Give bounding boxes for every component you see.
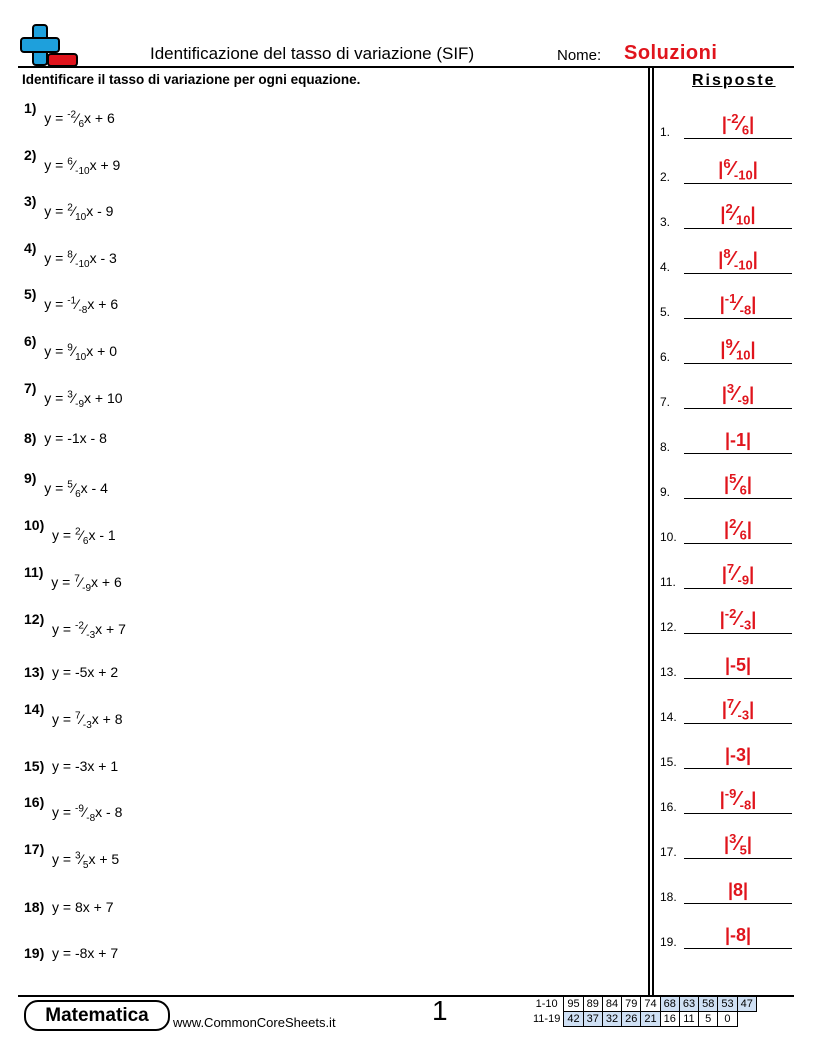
fraction-denominator: -10 xyxy=(75,258,90,270)
question-number: 10) xyxy=(24,517,45,533)
answers-heading: Risposte xyxy=(692,72,776,89)
answer-number: 1. xyxy=(660,125,671,139)
question-item xyxy=(24,664,118,680)
fraction-numerator: 6 xyxy=(67,156,73,168)
answer-item xyxy=(660,465,792,499)
score-cell: 0 xyxy=(718,1012,737,1027)
fraction-numerator: -2 xyxy=(74,620,84,632)
answer-item xyxy=(660,375,792,409)
score-cell: 32 xyxy=(602,1012,621,1027)
question-item xyxy=(24,286,119,316)
answer-line xyxy=(684,723,792,724)
question-number: 12) xyxy=(24,611,45,627)
answer-denominator: 10 xyxy=(736,212,751,228)
answer-line xyxy=(684,228,792,229)
answer-numerator: -1 xyxy=(724,291,737,306)
question-item xyxy=(24,794,123,824)
answer-line xyxy=(684,768,792,769)
fraction-denominator: 6 xyxy=(75,488,81,500)
fraction-denominator: 10 xyxy=(75,351,87,363)
instructions: Identificare il tasso di variazione per ogni equazione. xyxy=(22,72,361,87)
score-cell: 79 xyxy=(622,997,641,1012)
question-item xyxy=(24,945,118,961)
answer-numerator: 8 xyxy=(723,246,731,261)
brand-badge: Matematica xyxy=(24,1000,170,1031)
answer-number: 12. xyxy=(660,620,677,634)
answer-denominator: 6 xyxy=(739,482,747,498)
question-item xyxy=(24,147,121,177)
answer-item xyxy=(660,150,792,184)
score-cell: 11 xyxy=(679,1012,698,1027)
question-number: 3) xyxy=(24,193,37,209)
fraction-numerator: 8 xyxy=(67,249,73,261)
question-item xyxy=(24,193,114,223)
answer-item xyxy=(660,870,792,904)
answer-numerator: -2 xyxy=(726,111,739,126)
equation: y = 8x + 7 xyxy=(52,899,114,915)
answer-value: $|^{-2}⁄_6|$ xyxy=(721,111,755,138)
question-number: 15) xyxy=(24,758,45,774)
answer-item xyxy=(660,195,792,229)
fraction-denominator: 5 xyxy=(82,859,89,871)
question-item xyxy=(24,240,117,270)
answer-value: |8| xyxy=(727,880,749,900)
question-number: 8) xyxy=(24,430,37,446)
answer-numerator: 2 xyxy=(725,201,733,216)
answer-denominator: -10 xyxy=(733,257,753,273)
fraction-numerator: 3 xyxy=(67,389,73,401)
question-number: 5) xyxy=(24,286,37,302)
answer-line xyxy=(684,858,792,859)
fraction-denominator: -3 xyxy=(82,719,92,731)
answer-value: $|^{-1}⁄_{-8}|$ xyxy=(719,291,757,318)
fraction-slash: ⁄ xyxy=(732,338,737,360)
answer-line xyxy=(684,318,792,319)
answer-item xyxy=(660,285,792,319)
answer-number: 19. xyxy=(660,935,677,949)
answer-number: 5. xyxy=(660,305,671,319)
equation: $y = ^{-2}⁄_6x + 6$ xyxy=(44,109,115,130)
score-cell: 74 xyxy=(641,997,660,1012)
answer-number: 17. xyxy=(660,845,677,859)
solutions-label: Soluzioni xyxy=(624,42,718,64)
question-item xyxy=(24,899,114,915)
answer-item xyxy=(660,915,792,949)
fraction-slash: ⁄ xyxy=(730,248,734,270)
question-item xyxy=(24,701,123,731)
answer-number: 15. xyxy=(660,755,677,769)
fraction-slash: ⁄ xyxy=(736,833,740,855)
fraction-denominator: -3 xyxy=(86,629,96,641)
answer-item xyxy=(660,600,792,634)
answer-item xyxy=(660,240,792,274)
score-range-label: 11-19 xyxy=(533,1013,561,1025)
answer-numerator: 3 xyxy=(726,381,735,396)
equation: $y = ^3⁄_{-9}x + 10$ xyxy=(44,389,123,410)
answer-number: 4. xyxy=(660,260,671,274)
question-number: 4) xyxy=(24,240,37,256)
answer-numerator: 6 xyxy=(723,156,731,171)
fraction-numerator: 2 xyxy=(74,526,81,538)
answer-number: 8. xyxy=(660,440,671,454)
score-cell: 95 xyxy=(564,997,583,1012)
equation: y = -1x - 8 xyxy=(44,430,107,446)
answer-line xyxy=(684,903,792,904)
answer-numerator: 2 xyxy=(729,516,737,531)
score-cell: 89 xyxy=(583,997,602,1012)
answer-number: 10. xyxy=(660,530,677,544)
score-cell: 68 xyxy=(660,997,679,1012)
answer-value: $|^2⁄_6|$ xyxy=(724,516,752,543)
worksheet-title: Identificazione del tasso di variazione (SIF) xyxy=(150,44,475,63)
answer-number: 16. xyxy=(660,800,677,814)
header-divider xyxy=(18,66,794,68)
score-table xyxy=(530,996,757,1027)
fraction-denominator: 10 xyxy=(75,211,87,223)
fraction-numerator: -2 xyxy=(67,109,77,121)
question-number: 6) xyxy=(24,333,37,349)
answer-number: 2. xyxy=(660,170,671,184)
answer-line xyxy=(684,408,792,409)
fraction-denominator: -8 xyxy=(78,304,88,316)
fraction-slash: ⁄ xyxy=(734,698,738,720)
answer-numerator: 3 xyxy=(729,831,737,846)
score-cell: 5 xyxy=(699,1012,718,1027)
answer-line xyxy=(684,543,792,544)
answer-numerator: 7 xyxy=(726,696,735,711)
answer-line xyxy=(684,363,792,364)
score-cell: 63 xyxy=(679,997,698,1012)
answer-line xyxy=(684,813,792,814)
answer-value: $|^{-9}⁄_{-8}|$ xyxy=(719,786,757,813)
answer-value: $|^7⁄_{-3}|$ xyxy=(721,696,755,723)
answer-item xyxy=(660,105,792,139)
score-row xyxy=(530,997,756,1012)
answer-value: $|^7⁄_{-9}|$ xyxy=(721,561,755,588)
answer-denominator: -8 xyxy=(739,797,752,813)
answer-numerator: -9 xyxy=(724,786,737,801)
answer-numerator: 5 xyxy=(729,471,737,486)
equation: $y = ^{-9}⁄_{-8}x - 8$ xyxy=(52,803,123,824)
question-number: 11) xyxy=(24,564,44,580)
answer-item xyxy=(660,555,792,589)
answer-value: |-8| xyxy=(724,925,752,945)
fraction-numerator: 3 xyxy=(74,850,81,862)
fraction-slash: ⁄ xyxy=(734,383,738,405)
answer-item xyxy=(660,420,792,454)
column-divider xyxy=(652,66,654,996)
question-item xyxy=(24,380,123,410)
fraction-denominator: 6 xyxy=(82,535,89,547)
plus-minus-logo-icon xyxy=(20,24,78,68)
equation: $y = ^8⁄_{-10}x - 3$ xyxy=(44,249,117,270)
question-number: 17) xyxy=(24,841,45,857)
column-divider xyxy=(648,66,650,996)
page-number: 1 xyxy=(432,995,448,1026)
answer-number: 18. xyxy=(660,890,677,904)
answer-numerator: 9 xyxy=(725,336,733,351)
question-number: 18) xyxy=(24,899,45,915)
score-cell: 37 xyxy=(583,1012,602,1027)
fraction-slash: ⁄ xyxy=(730,158,734,180)
answer-value: $|^9⁄_{10}|$ xyxy=(720,336,756,363)
answer-number: 3. xyxy=(660,215,671,229)
question-item xyxy=(24,517,116,547)
equation: $y = ^7⁄_{-3}x + 8$ xyxy=(52,710,123,731)
question-item xyxy=(24,611,126,641)
equation: $y = ^2⁄_{10}x - 9$ xyxy=(44,202,114,223)
answer-line xyxy=(684,678,792,679)
answer-value: $|^5⁄_6|$ xyxy=(724,471,752,498)
answer-value: $|^8⁄_{-10}|$ xyxy=(718,246,758,273)
answer-line xyxy=(684,273,792,274)
score-range-label: 1-10 xyxy=(535,998,558,1010)
answer-line xyxy=(684,948,792,949)
fraction-slash: ⁄ xyxy=(736,788,740,810)
question-item xyxy=(24,841,120,871)
answer-line xyxy=(684,633,792,634)
fraction-slash: ⁄ xyxy=(736,473,740,495)
answer-value: $|^3⁄_5|$ xyxy=(724,831,752,858)
fraction-denominator: 6 xyxy=(78,118,85,130)
fraction-numerator: 7 xyxy=(74,573,80,585)
equation: $y = ^2⁄_6x - 1$ xyxy=(52,526,116,547)
answer-line xyxy=(684,183,792,184)
answer-value: |-3| xyxy=(724,745,752,765)
question-number: 1) xyxy=(24,100,37,116)
answer-numerator: -2 xyxy=(724,606,737,621)
fraction-denominator: -10 xyxy=(75,165,90,177)
equation: $y = ^{-1}⁄_{-8}x + 6$ xyxy=(44,295,119,316)
answer-value: $|^2⁄_{10}|$ xyxy=(720,201,756,228)
answer-item xyxy=(660,690,792,724)
question-number: 19) xyxy=(24,945,45,961)
answer-item xyxy=(660,645,792,679)
website-url: www.CommonCoreSheets.it xyxy=(173,1015,336,1030)
answer-denominator: 10 xyxy=(736,347,751,363)
answer-value: |-1| xyxy=(724,430,752,450)
score-cell: 84 xyxy=(602,997,621,1012)
answer-denominator: -9 xyxy=(737,572,750,588)
question-number: 13) xyxy=(24,664,45,680)
fraction-numerator: 2 xyxy=(67,202,73,214)
answer-value: $|^{-2}⁄_{-3}|$ xyxy=(719,606,757,633)
question-number: 9) xyxy=(24,470,37,486)
answer-value: |-5| xyxy=(724,655,752,675)
answer-number: 9. xyxy=(660,485,671,499)
fraction-slash: ⁄ xyxy=(736,518,740,540)
question-item xyxy=(24,430,107,446)
answer-numerator: 7 xyxy=(726,561,735,576)
answer-number: 6. xyxy=(660,350,671,364)
answer-item xyxy=(660,330,792,364)
answer-denominator: -8 xyxy=(739,302,752,318)
answer-number: 11. xyxy=(660,575,676,589)
score-cell: 21 xyxy=(641,1012,660,1027)
answer-denominator: -3 xyxy=(737,707,750,723)
fraction-denominator: -8 xyxy=(86,812,96,824)
answer-item xyxy=(660,735,792,769)
fraction-slash: ⁄ xyxy=(732,203,737,225)
answer-number: 13. xyxy=(660,665,677,679)
score-cell: 47 xyxy=(737,997,756,1012)
fraction-numerator: -1 xyxy=(67,295,77,307)
answer-line xyxy=(684,453,792,454)
answer-value: $|^3⁄_{-9}|$ xyxy=(721,381,755,408)
fraction-numerator: 7 xyxy=(74,710,81,722)
equation: $y = ^5⁄_6x - 4$ xyxy=(44,479,108,500)
equation: y = -5x + 2 xyxy=(52,664,119,680)
answer-denominator: -3 xyxy=(739,617,752,633)
equation: $y = ^6⁄_{-10}x + 9$ xyxy=(44,156,121,177)
question-number: 7) xyxy=(24,380,37,396)
question-number: 14) xyxy=(24,701,45,717)
fraction-slash: ⁄ xyxy=(734,563,738,585)
equation: y = -3x + 1 xyxy=(52,758,119,774)
score-row xyxy=(530,1012,756,1027)
score-cell: 53 xyxy=(718,997,737,1012)
score-cell: 26 xyxy=(622,1012,641,1027)
score-cell: 58 xyxy=(699,997,718,1012)
answer-line xyxy=(684,498,792,499)
answer-number: 7. xyxy=(660,395,671,409)
answer-item xyxy=(660,780,792,814)
equation: $y = ^{-2}⁄_{-3}x + 7$ xyxy=(52,620,126,641)
equation: $y = ^7⁄_{-9}x + 6$ xyxy=(51,573,122,594)
name-label: Nome: xyxy=(557,47,602,64)
question-item xyxy=(24,100,115,130)
fraction-slash: ⁄ xyxy=(736,608,740,630)
question-item xyxy=(24,470,108,500)
answer-denominator: 5 xyxy=(739,842,747,858)
answer-number: 14. xyxy=(660,710,677,724)
question-number: 16) xyxy=(24,794,45,810)
question-item xyxy=(24,758,118,774)
equation: $y = ^3⁄_5x + 5$ xyxy=(52,850,120,871)
answer-denominator: -9 xyxy=(737,392,750,408)
question-item xyxy=(24,564,122,594)
answer-denominator: -10 xyxy=(733,167,753,183)
score-cell: 16 xyxy=(660,1012,679,1027)
answer-item xyxy=(660,510,792,544)
answer-denominator: 6 xyxy=(741,122,750,138)
question-number: 2) xyxy=(24,147,37,163)
fraction-denominator: -9 xyxy=(82,582,92,594)
fraction-numerator: -9 xyxy=(74,803,84,815)
question-item xyxy=(24,333,117,363)
fraction-denominator: -9 xyxy=(75,398,85,410)
score-cell: 42 xyxy=(564,1012,583,1027)
fraction-numerator: 9 xyxy=(67,342,73,354)
fraction-slash: ⁄ xyxy=(738,113,742,135)
equation: y = -8x + 7 xyxy=(52,945,119,961)
answer-denominator: 6 xyxy=(739,527,747,543)
fraction-numerator: 5 xyxy=(67,479,73,491)
answer-line xyxy=(684,138,792,139)
answer-item xyxy=(660,825,792,859)
answer-value: $|^6⁄_{-10}|$ xyxy=(718,156,758,183)
fraction-slash: ⁄ xyxy=(736,293,740,315)
answer-line xyxy=(684,588,792,589)
equation: $y = ^9⁄_{10}x + 0$ xyxy=(44,342,117,363)
